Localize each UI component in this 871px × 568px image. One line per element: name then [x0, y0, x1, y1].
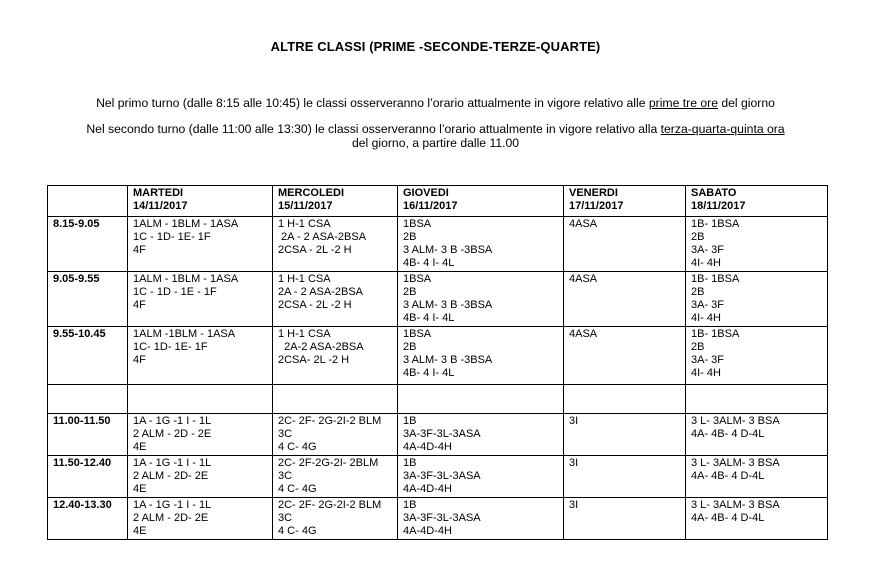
class-line: 3 ALM- 3 B -3BSA: [403, 299, 493, 311]
time-slot-cell: 9.05-9.55: [48, 272, 128, 327]
class-line: 3A-3F-3L-3ASA: [403, 470, 481, 482]
first-shift-tail: del giorno: [717, 96, 775, 110]
table-row: [48, 272, 828, 327]
class-line: 1 H-1 CSA: [278, 273, 331, 285]
class-line: 3I: [569, 457, 579, 469]
time-slot-cell: 12.40-13.30: [48, 498, 128, 540]
class-cell: [398, 414, 564, 456]
class-cell: [273, 327, 398, 385]
class-cell: [564, 327, 686, 385]
class-cell: [398, 327, 564, 385]
header-day-cell: MARTEDI 14/11/2017: [128, 186, 273, 217]
class-line: 1BSA: [403, 218, 432, 230]
class-line: 1B- 1BSA: [691, 273, 740, 285]
class-line: 3 ALM- 3 B -3BSA: [403, 354, 493, 366]
class-cell: [128, 498, 273, 540]
class-line: 4ASA: [569, 328, 598, 340]
class-line: 2 ALM - 2D- 2E: [133, 470, 209, 482]
class-line: 4 C- 4G: [278, 525, 317, 537]
class-line: 4ASA: [569, 273, 598, 285]
class-line: 2B: [691, 231, 705, 243]
time-slot-cell: 8.15-9.05: [48, 217, 128, 272]
class-line: 4I- 4H: [691, 312, 721, 324]
class-cell: [128, 414, 273, 456]
class-line: 4A- 4B- 4 D-4L: [691, 512, 765, 524]
header-day-cell: VENERDI 17/11/2017: [564, 186, 686, 217]
class-line: 3C: [278, 470, 293, 482]
table-row: [48, 327, 828, 385]
class-line: 1B- 1BSA: [691, 218, 740, 230]
second-shift-note: [20, 122, 851, 150]
table-row: [48, 414, 828, 456]
class-cell: [273, 272, 398, 327]
class-line: 3I: [569, 499, 579, 511]
class-line: 2B: [403, 341, 417, 353]
class-line: 1A - 1G -1 I - 1L: [133, 499, 212, 511]
class-line: 3I: [569, 415, 579, 427]
class-line: 4B- 4 I- 4L: [403, 312, 455, 324]
header-day-cell: SABATO 18/11/2017: [686, 186, 828, 217]
class-line: 4ASA: [569, 218, 598, 230]
class-line: 1B: [403, 457, 417, 469]
class-cell: [128, 385, 273, 414]
second-shift-line2: del giorno, a partire dalle 11.00: [351, 136, 520, 150]
class-line: 1BSA: [403, 273, 432, 285]
class-line: 3A- 3F: [691, 354, 725, 366]
class-line: 2 ALM - 2D- 2E: [133, 512, 209, 524]
table-row: [48, 498, 828, 540]
class-line: 4F: [133, 299, 146, 311]
class-line: 1C- 1D- 1E- 1F: [133, 341, 208, 353]
first-shift-text: Nel primo turno (dalle 8:15 alle 10:45) le classi osserveranno l’orario attualmente in vigore relativo alle: [96, 96, 649, 110]
header-row: [48, 186, 828, 217]
class-line: 1B- 1BSA: [691, 328, 740, 340]
class-cell: [686, 456, 828, 498]
header-day-cell: GIOVEDI 16/11/2017: [398, 186, 564, 217]
class-line: 1ALM - 1BLM - 1ASA: [133, 273, 239, 285]
class-line: 4A- 4B- 4 D-4L: [691, 428, 765, 440]
time-slot-cell: [48, 385, 128, 414]
class-cell: [686, 272, 828, 327]
first-shift-note: [20, 96, 851, 110]
class-cell: [564, 414, 686, 456]
class-cell: [564, 217, 686, 272]
class-line: 2A-2 ASA-2BSA: [278, 341, 364, 353]
class-line: 1A - 1G -1 I - 1L: [133, 457, 212, 469]
class-line: 2CSA- 2L -2 H: [278, 354, 350, 366]
class-cell: [398, 217, 564, 272]
class-line: 3 L- 3ALM- 3 BSA: [691, 415, 780, 427]
class-cell: [128, 272, 273, 327]
table-row: [48, 385, 828, 414]
class-line: 3A- 3F: [691, 244, 725, 256]
class-line: 4F: [133, 244, 146, 256]
class-line: 1BSA: [403, 328, 432, 340]
class-line: 3C: [278, 428, 293, 440]
class-cell: [398, 498, 564, 540]
class-cell: [564, 272, 686, 327]
class-cell: [564, 385, 686, 414]
time-slot-cell: 11.50-12.40: [48, 456, 128, 498]
table-row: [48, 217, 828, 272]
class-cell: [564, 498, 686, 540]
class-line: 2A - 2 ASA-2BSA: [278, 286, 363, 298]
class-line: 2C- 2F- 2G-2I-2 BLM: [278, 499, 382, 511]
page-title: ALTRE CLASSI (PRIME -SECONDE-TERZE-QUARTE): [270, 39, 601, 54]
class-cell: [686, 217, 828, 272]
class-line: 1 H-1 CSA: [278, 328, 331, 340]
class-cell: [273, 498, 398, 540]
class-line: 1B: [403, 415, 417, 427]
class-line: 1 H-1 CSA: [278, 218, 331, 230]
class-line: 4A-4D-4H: [403, 483, 452, 495]
class-cell: [686, 385, 828, 414]
class-cell: [686, 414, 828, 456]
class-cell: [273, 217, 398, 272]
header-day-cell: MERCOLEDI 15/11/2017: [273, 186, 398, 217]
class-cell: [398, 272, 564, 327]
class-line: 3 L- 3ALM- 3 BSA: [691, 499, 780, 511]
class-cell: [128, 217, 273, 272]
class-line: 3A-3F-3L-3ASA: [403, 512, 481, 524]
second-shift-text: Nel secondo turno (dalle 11:00 alle 13:30) le classi osserveranno l’orario attualmente in vigore relativo alla: [86, 122, 661, 136]
class-line: 2CSA - 2L -2 H: [278, 244, 352, 256]
second-shift-highlight: terza-quarta-quinta ora: [660, 122, 785, 136]
class-line: 1C - 1D- 1E- 1F: [133, 231, 211, 243]
class-line: 2B: [691, 286, 705, 298]
class-line: 2CSA - 2L -2 H: [278, 299, 352, 311]
class-line: 4A-4D-4H: [403, 441, 452, 453]
class-line: 3A-3F-3L-3ASA: [403, 428, 481, 440]
class-line: 4 C- 4G: [278, 441, 317, 453]
class-line: 2C- 2F- 2G-2I-2 BLM: [278, 415, 382, 427]
first-shift-highlight: prime tre ore: [648, 96, 718, 110]
class-line: 3 ALM- 3 B -3BSA: [403, 244, 493, 256]
class-line: 2B: [691, 341, 705, 353]
class-line: 4 C- 4G: [278, 483, 317, 495]
class-line: 4B- 4 I- 4L: [403, 257, 455, 269]
class-cell: [398, 456, 564, 498]
class-line: 1ALM -1BLM - 1ASA: [133, 328, 236, 340]
class-cell: [273, 385, 398, 414]
class-cell: [564, 456, 686, 498]
class-line: 4A- 4B- 4 D-4L: [691, 470, 765, 482]
class-line: 2 ALM - 2D - 2E: [133, 428, 212, 440]
table-row: [48, 456, 828, 498]
class-line: 1ALM - 1BLM - 1ASA: [133, 218, 239, 230]
class-line: 4E: [133, 483, 147, 495]
class-cell: [273, 456, 398, 498]
class-line: 4E: [133, 441, 147, 453]
class-line: 1A - 1G -1 I - 1L: [133, 415, 212, 427]
class-cell: [398, 385, 564, 414]
class-line: 4I- 4H: [691, 257, 721, 269]
class-line: 3C: [278, 512, 293, 524]
class-line: 2A - 2 ASA-2BSA: [278, 231, 367, 243]
class-line: 3A- 3F: [691, 299, 725, 311]
class-cell: [273, 414, 398, 456]
time-slot-cell: 9.55-10.45: [48, 327, 128, 385]
class-cell: [686, 498, 828, 540]
class-line: 4I- 4H: [691, 367, 721, 379]
class-line: 4A-4D-4H: [403, 525, 452, 537]
time-slot-cell: 11.00-11.50: [48, 414, 128, 456]
class-line: 2B: [403, 286, 417, 298]
class-line: 4F: [133, 354, 146, 366]
class-cell: [128, 456, 273, 498]
class-line: 1C - 1D - 1E - 1F: [133, 286, 217, 298]
class-line: 1B: [403, 499, 417, 511]
class-line: 2B: [403, 231, 417, 243]
class-line: 4B- 4 I- 4L: [403, 367, 455, 379]
class-cell: [128, 327, 273, 385]
class-line: 4E: [133, 525, 147, 537]
header-time-cell: [48, 186, 128, 217]
class-line: 3 L- 3ALM- 3 BSA: [691, 457, 780, 469]
class-cell: [686, 327, 828, 385]
class-line: 2C- 2F-2G-2I- 2BLM: [278, 457, 379, 469]
schedule-table: [47, 185, 828, 540]
